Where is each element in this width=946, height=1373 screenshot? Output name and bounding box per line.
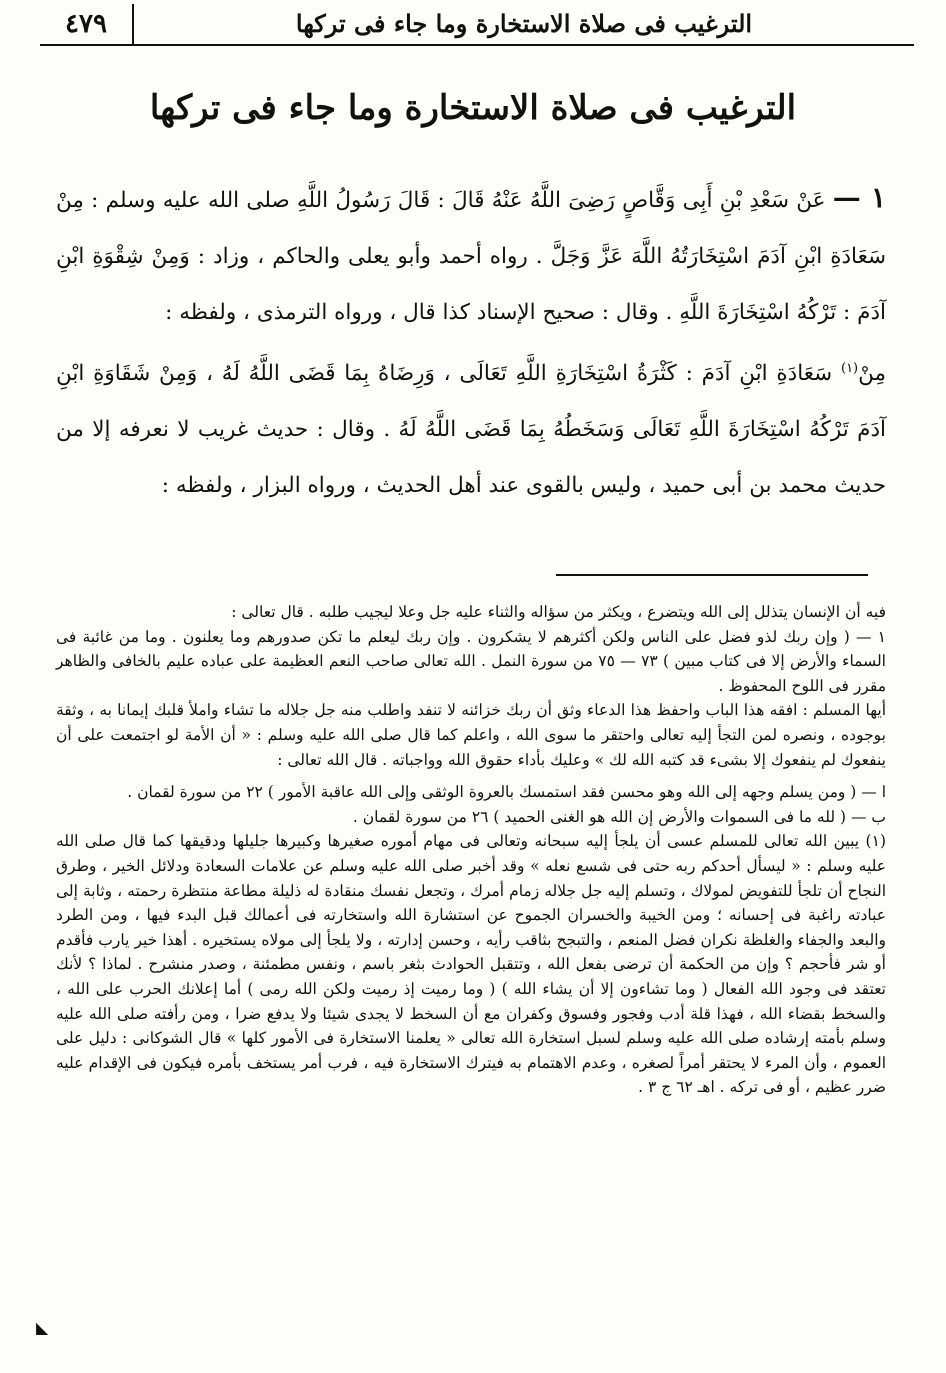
footnote-paragraph: ا — ( ومن يسلم وجهه إلى الله وهو محسن فقد استمسك بالعروة الوثقى وإلى الله عاقبة الأمور ) ٢٢ من سورة لقمان .: [127, 783, 886, 802]
chapter-title: الترغيب فى صلاة الاستخارة وما جاء فى تركها: [149, 88, 797, 128]
hadith-number: ١ —: [832, 181, 887, 214]
hadith-text-1: عَنْ سَعْدِ بْنِ أَبِى وَقَّاصٍ رَضِىَ اللَّهُ عَنْهُ قَالَ : قَالَ رَسُولُ اللَّهِ صلى الله عليه وسلم : مِنْ سَعَادَةِ ابْنِ آدَمَ اسْتِخَارَتُهُ اللَّهَ عَزَّ وَجَلَّ . رواه أحمد وأبو يعلى والحاكم ، وزاد : وَمِنْ شِقْوَةِ ابْنِ آدَمَ : تَرْكُهُ اسْتِخَارَةَ اللَّهِ . وقال : صحيح الإسناد كذا قال ، ورواه الترمذى ، ولفظه :: [56, 188, 886, 325]
footnote-divider: [556, 574, 868, 576]
scan-mark-icon: ◣: [36, 1318, 49, 1337]
hadith-text-2-start: مِنْ: [858, 361, 887, 387]
footnote-paragraph: ١ — ( وإن ربك لذو فضل على الناس ولكن أكثرهم لا يشكرون . وإن ربك ليعلم ما تكن صدورهم وما يعلنون . وما من غائبة فى السماء والأرض إلا فى كتاب مبين ) ٧٣ — ٧٥ من سورة النمل . الله تعالى صاحب النعم العظيمة على عباده عليم بالخافى والظاهر مقرر فى اللوح المحفوظ .: [56, 627, 886, 695]
hadith-paragraph-2: [56, 341, 886, 514]
hadith-text-2: سَعَادَةِ ابْنِ آدَمَ : كَثْرَةُ اسْتِخَارَةِ اللَّهِ تَعَالَى ، وَرِضَاهُ بِمَا قَضَى اللَّهُ لَهُ ، وَمِنْ شَقَاوَةِ ابْنِ آدَمَ تَرْكُهُ اسْتِخَارَةَ اللَّهِ تَعَالَى وَسَخَطُهُ بِمَا قَضَى اللَّهُ لَهُ . وقال : حديث غريب لا نعرفه إلا من حديث محمد بن أبى حميد ، وليس بالقوى عند أهل الحديث ، ورواه البزار ، ولفظه :: [56, 361, 886, 499]
footnotes: [56, 600, 886, 1100]
running-title: الترغيب فى صلاة الاستخارة وما جاء فى تركها: [132, 4, 914, 44]
footnote-paragraph: فيه أن الإنسان يتذلل إلى الله ويتضرع ، ويكثر من سؤاله والثناء عليه جل وعلا ليجيب طلبه . قال تعالى :: [231, 603, 886, 621]
hadith-paragraph-1: [56, 170, 886, 341]
footnote-paragraph: (١) يبين الله تعالى للمسلم عسى أن يلجأ إليه سبحانه وتعالى فى مهام أموره صغيرها وكبيرها جليلها ودقيقها كما قال صلى الله عليه وسلم : « ليسأل أحدكم ربه حتى فى شسع نعله » وقد أخبر صلى الله عليه وسلم عن علامات السعادة ودلائل الخير ، وطرق النجاح أن تلجأ للتفويض لمولاك ، وتسلم إليه جل جلاله زمام أمرك ، وتجعل نفسك منقادة له ذليلة مطاعة منتظرة رحمته ، وثابة إلى عبادته راغبة فى إحسانه ؛ ومن الخيبة والخسران الجموح عن استشارة الله واستخارته فى أعمالك قبل البدء فيها ، ومن الطرد والبعد والجفاء والغلظة نكران فضل المنعم ، والتبجح بثاقب رأيه ، وحسن إدارته ، ولا يلجأ إلى مولاه يستخيره . أهذا خير يارب فأقدم أو شر فأحجم ؟ وإن من الحكمة أن ترضى بفعل الله ، وتتقبل الحوادث بثغر باسم ، ونفس مطمئنة ، وصدر منشرح . لماذا ؟ لأنك تعتقد فى وجود الله الفعال ( وما تشاءون إلا أن يشاء الله ) ( وما رميت إذ رميت ولكن الله رمى ) أما إعلانك الحرب على الله ، والسخط بقضاء الله ، فهذا قلة أدب وفجور وفسوق وكفران مع أن السخط لا يجدى شيئا ولا يدفع ضرا ، ومن رأفته صلى الله عليه وسلم بأمته إرشاده صلى الله عليه وسلم لسبل استخارة الله تعالى « يعلمنا الاستخارة فى الأمور كلها » قال الشوكانى : دليل على العموم ، وأن المرء لا يحتقر أمراً لصغره ، وعدم الاهتمام به فيترك الاستخارة فيه ، فرب أمر يستخف بأمره فيكون فى الإقدام عليه ضرر عظيم ، أو فى تركه . اهـ ٦٢ ج ٣ .: [56, 832, 886, 1097]
footnote-paragraph: ب — ( لله ما فى السموات والأرض إن الله هو الغنى الحميد ) ٢٦ من سورة لقمان .: [352, 807, 886, 826]
hadith-body: [56, 170, 886, 514]
page-number: ٤٧٩: [65, 9, 107, 39]
page-header: [40, 4, 914, 46]
footnote-reference: (١): [840, 361, 859, 376]
footnote-paragraph: أيها المسلم : افقه هذا الباب واحفظ هذا الدعاء وثق أن ربك خزائنه لا تنفد واطلب منه جل جلاله ما تشاء واملأ قلبك إيمانا به ، وثقة بوجوده ، ونصره لمن التجأ إليه تعالى واحتقر ما سوى الله ، واعلم كما قال صلى الله عليه وسلم : « أن الأمة لو اجتمعت على أن ينفعوك لم ينفعوك إلا بشىء قد كتبه الله لك » وعليك بأداء حقوق الله وواجباته . قال الله تعالى :: [56, 701, 886, 769]
